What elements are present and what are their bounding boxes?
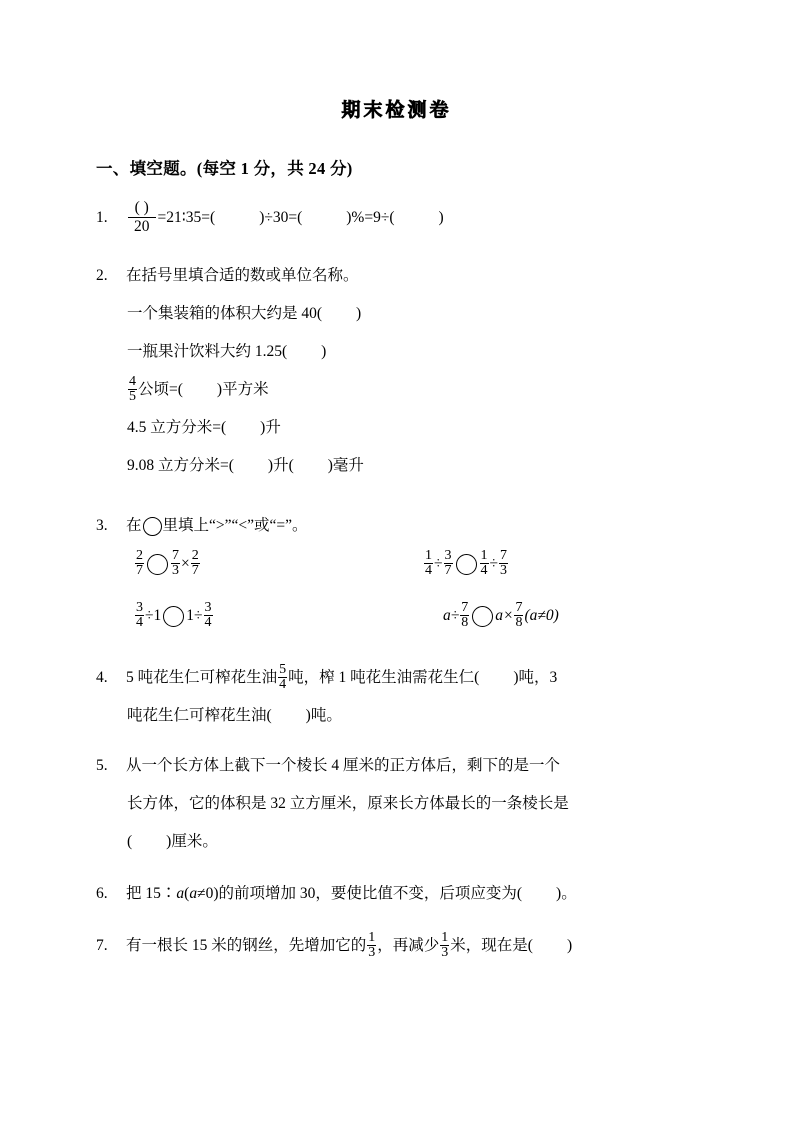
question-1-part-c: )%=9÷( [346, 209, 395, 226]
fraction-denominator: 3 [500, 563, 508, 579]
fraction-numerator: 3 [204, 599, 212, 615]
question-2-sub-2-end: ) [321, 343, 327, 360]
condition-a-not-zero: (a≠0) [524, 607, 559, 624]
fraction-denominator: 8 [461, 615, 469, 631]
fraction-seven-eighths [460, 601, 469, 631]
fraction-denominator: 3 [368, 945, 376, 961]
question-4-number: 4. [96, 669, 108, 686]
fraction-denominator: 20 [128, 217, 156, 235]
question-7-part-c: 米，现在是( [450, 937, 533, 954]
fraction-numerator: 1 [441, 929, 449, 945]
fraction-numerator: 1 [480, 547, 488, 563]
compare-circle-icon[interactable] [147, 554, 168, 575]
question-4 [96, 659, 697, 735]
question-2-sub-1-text: 一个集装箱的体积大约是 40( [127, 305, 323, 322]
fraction-seven-eighths-2 [514, 601, 523, 631]
fraction-two-sevenths-2 [191, 549, 200, 579]
question-3-prompt-b: 里填上“>”“<”或“=”。 [162, 517, 308, 534]
fraction-denominator: 4 [279, 677, 287, 693]
fraction-denominator: 4 [425, 563, 432, 579]
question-7-part-d: ) [566, 937, 573, 954]
fraction-one-third-2 [440, 931, 449, 961]
variable-a-2: a [189, 885, 198, 902]
operator-divide-one: ÷1 [145, 607, 162, 624]
fraction-numerator: 7 [500, 547, 508, 563]
fraction-blank-over-20 [128, 199, 156, 235]
fraction-denominator: 8 [515, 615, 523, 631]
question-1-part-b: )÷30=( [259, 209, 303, 226]
question-5-part-b: )厘米。 [166, 833, 218, 850]
question-5-line-2: 长方体，它的体积是 32 立方厘米，原来长方体最长的一条棱长是 [127, 795, 569, 812]
question-2-sub-3-text: 公顷=( [138, 381, 183, 398]
question-2-sub-4 [126, 409, 697, 447]
question-2-number: 2. [96, 267, 108, 284]
question-7-part-a: 有一根长 15 米的钢丝，先增加它的 [126, 937, 367, 954]
question-2-sub-3-end: )平方米 [216, 381, 269, 398]
compare-circle-icon[interactable] [472, 606, 493, 627]
question-3-prompt [126, 507, 697, 545]
operator-times: × [181, 555, 190, 572]
fraction-seven-thirds-2 [499, 549, 508, 579]
fraction-denominator: 3 [441, 945, 449, 961]
fraction-one-fourth-2 [480, 549, 489, 579]
question-5-part-a: ( [127, 833, 133, 850]
question-6-paren-open: ( [184, 885, 190, 902]
fraction-numerator: 2 [191, 547, 199, 563]
question-7-number: 7. [96, 937, 108, 954]
page-title: 期末检测卷 [341, 99, 452, 121]
question-2-sub-1 [126, 295, 697, 333]
fraction-one-fourth [424, 549, 433, 579]
fraction-numerator: 2 [136, 547, 143, 563]
question-5-line-3 [126, 823, 697, 861]
expr-a-divide: a÷ [443, 607, 460, 624]
question-7-body [126, 927, 697, 965]
fraction-four-fifths [128, 375, 137, 405]
question-3-row-2 [126, 597, 697, 649]
question-2-sub-4-text: 4.5 立方分米=( [127, 419, 227, 436]
fraction-denominator: 4 [136, 615, 143, 631]
question-2-sub-5-mid: )升( [267, 457, 294, 474]
question-3-expr-2 [423, 545, 509, 583]
operator-divide: ÷ [434, 555, 443, 572]
fraction-three-fourths-2 [204, 601, 213, 631]
question-6-part-e: ≠0)的前项增加 30，要使比值不变，后项应变为( [197, 885, 523, 902]
compare-circle-icon[interactable] [143, 517, 162, 536]
question-2-sub-5 [126, 447, 697, 485]
question-5-number: 5. [96, 757, 108, 774]
question-3 [96, 507, 697, 649]
question-2-sub-3 [126, 371, 697, 409]
operator-one-divide: 1÷ [186, 607, 203, 624]
variable-a: a [176, 885, 185, 902]
question-3-row-1 [126, 545, 697, 597]
fraction-denominator: 5 [129, 389, 136, 405]
fraction-numerator: 5 [279, 661, 287, 677]
fraction-numerator: 4 [129, 373, 136, 389]
fraction-denominator: 7 [191, 563, 199, 579]
fraction-denominator: 7 [444, 563, 452, 579]
question-2-sub-4-end: )升 [260, 419, 281, 436]
question-2-sub-2 [126, 333, 697, 371]
question-6-number: 6. [96, 885, 108, 902]
question-1-number: 1. [96, 209, 108, 226]
question-5-line-1: 从一个长方体上截下一个棱长 4 厘米的正方体后，剩下的是一个 [126, 757, 561, 774]
question-7 [96, 927, 697, 965]
fraction-numerator: 1 [368, 929, 376, 945]
fraction-numerator: 3 [444, 547, 452, 563]
fraction-denominator: 3 [172, 563, 179, 579]
compare-circle-icon[interactable] [163, 606, 184, 627]
question-4-line-1 [126, 659, 697, 697]
question-1-part-a: =21∶35=( [157, 209, 216, 226]
question-2-sub-2-text: 一瓶果汁饮料大约 1.25( [127, 343, 288, 360]
question-6-part-a: 把 15∶ [126, 885, 177, 902]
question-6-body [126, 875, 697, 913]
fraction-five-fourths [278, 663, 287, 693]
expr-a-times: a× [495, 607, 514, 624]
fraction-numerator: 7 [172, 547, 179, 563]
question-3-prompt-a: 在 [126, 517, 142, 534]
question-2-sub-5-text: 9.08 立方分米=( [127, 457, 234, 474]
fraction-denominator: 4 [480, 563, 488, 579]
question-2-sub-1-end: ) [356, 305, 362, 322]
question-6 [96, 875, 697, 913]
fraction-three-fourths [135, 601, 144, 631]
fraction-denominator: 4 [204, 615, 212, 631]
question-4-part-d: 吨花生仁可榨花生油( [127, 707, 272, 724]
fraction-numerator: 3 [136, 599, 143, 615]
question-7-part-b: ，再减少 [377, 937, 440, 954]
compare-circle-icon[interactable] [456, 554, 477, 575]
question-4-part-a: 5 吨花生仁可榨花生油 [126, 669, 278, 686]
fraction-one-third [367, 931, 376, 961]
question-3-number: 3. [96, 517, 108, 534]
question-4-part-b: 吨，榨 1 吨花生油需花生仁( [288, 669, 480, 686]
question-3-expr-1 [134, 545, 201, 583]
fraction-numerator: ( ) [134, 199, 149, 217]
operator-divide-2: ÷ [489, 555, 499, 572]
fraction-numerator: 1 [425, 547, 432, 563]
fraction-numerator: 7 [515, 599, 523, 615]
question-2-sub-5-end: )毫升 [327, 457, 364, 474]
question-3-expr-3 [134, 597, 214, 635]
fraction-three-sevenths [444, 549, 453, 579]
question-2 [96, 257, 697, 485]
fraction-two-sevenths [135, 549, 144, 579]
question-4-line-2 [126, 697, 697, 735]
question-1-part-d: ) [438, 209, 444, 226]
fraction-numerator: 7 [461, 599, 469, 615]
question-3-expr-4 [443, 597, 559, 635]
section-header-fill-in-blanks: 一、填空题。(每空 1 分，共 24 分) [96, 159, 353, 178]
question-1-body [126, 199, 697, 237]
question-1 [96, 199, 697, 237]
fraction-denominator: 7 [136, 563, 143, 579]
question-5 [96, 747, 697, 861]
question-2-prompt: 在括号里填合适的数或单位名称。 [126, 267, 359, 284]
question-4-part-e: )吨。 [305, 707, 342, 724]
question-4-part-c: )吨，3 [513, 669, 558, 686]
fraction-seven-thirds [171, 549, 180, 579]
question-6-part-f: )。 [556, 885, 577, 902]
